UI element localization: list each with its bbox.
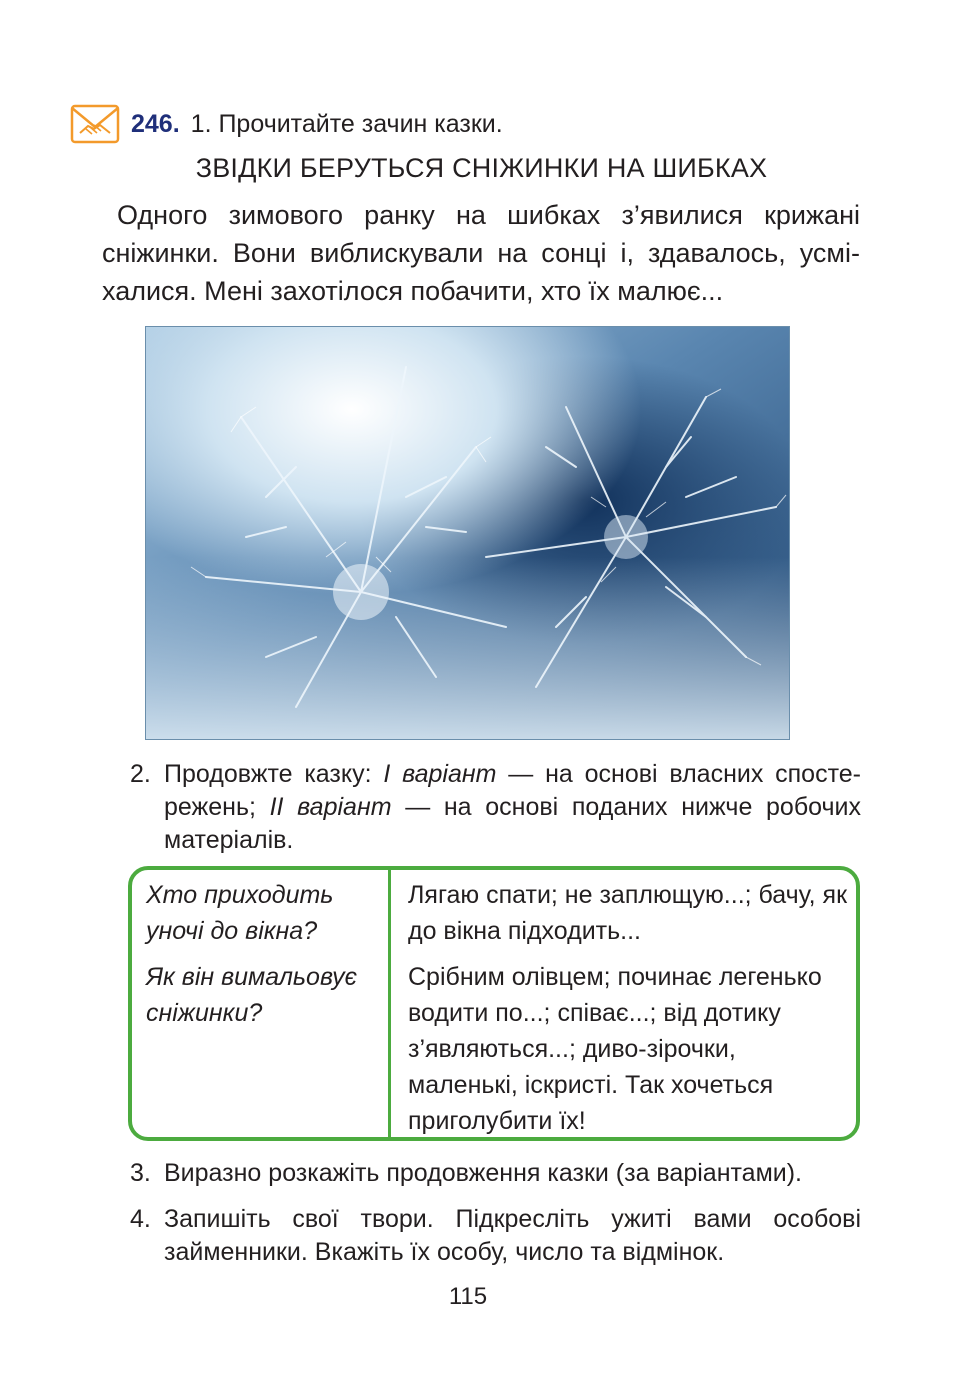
story-title: ЗВІДКИ БЕРУТЬСЯ СНІЖИНКИ НА ШИБКАХ [195,153,768,183]
task-3-number: 3. [130,1159,151,1187]
question-cell: Хто приходить уночі до вікна? [146,881,334,945]
exercise-header [70,100,503,148]
variant-2: ІІ варіант [269,793,392,821]
variant-1: І варіант [383,760,497,788]
task-4-number: 4. [130,1205,151,1233]
column-divider [388,870,391,1137]
task-2-text: Продовжте казку: І варіант — на основі власних спостережень; ІІ варіант — на основі поданих нижче робочих матеріалів. [164,760,861,854]
page-number: 115 [448,1283,488,1310]
frost-photo [146,327,789,739]
working-materials-box [128,866,860,1141]
exercise-task: 1. Прочитайте зачин казки. [190,109,503,138]
task-3-text: Виразно розкажіть продовження казки (за варіантами). [164,1159,803,1187]
task-2 [130,758,861,857]
task-4 [130,1203,861,1269]
task-4-text: Запишіть свої твори. Підкресліть ужиті вами особові займенники. Вкажіть їх особу, число та відмінок. [164,1205,861,1266]
task-2-number: 2. [130,760,151,788]
exercise-number: 246. [131,109,180,138]
story-text: Одного зимового ранку на шибках з’явилися крижані сніжинки. Вони виблискували на сонці і, здавалось, усміхалися. Мені захотілося побачити, хто їх малює... [102,200,860,306]
answer-cell: Лягаю спати; не заплющую...; бачу, як до вікна підходить... [408,881,848,945]
question-cell: Як він вимальовує сніжинки? [146,963,358,1027]
task-3 [130,1157,861,1190]
answer-cell: Срібним олівцем; починає легенько водити по...; співає...; від дотику з’являються...; диво-зірочки, маленькі, іскристі. Так хочеться приголубити їх! [408,963,822,1135]
handshake-envelope-icon [70,103,120,145]
